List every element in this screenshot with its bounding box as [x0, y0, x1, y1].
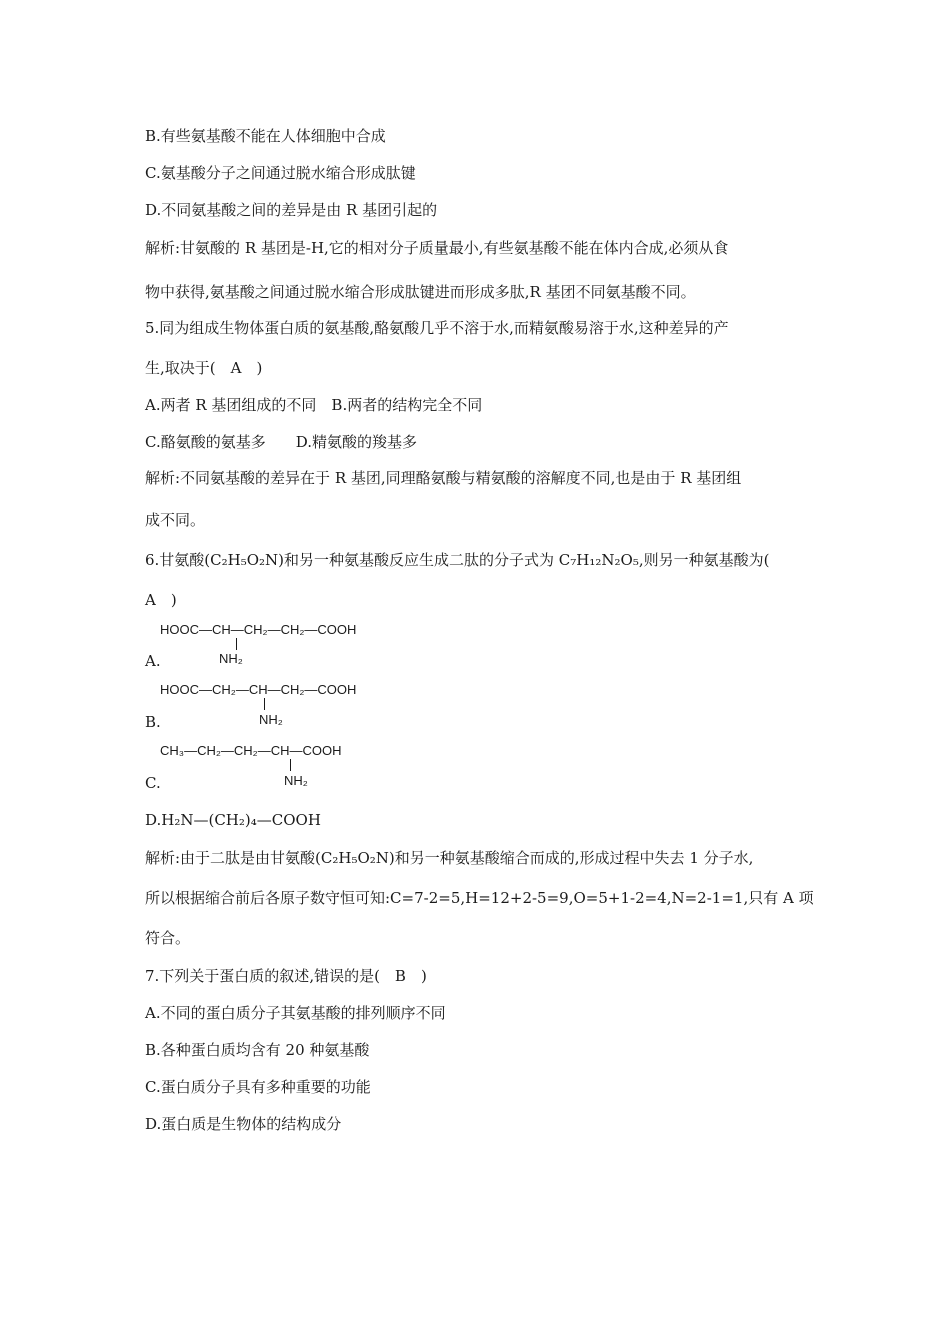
option-b-q7: B.各种蛋白质均含有 20 种氨基酸 — [145, 1041, 370, 1059]
formula-a-sub: NH₂ — [219, 651, 243, 666]
option-c-q7: C.蛋白质分子具有多种重要的功能 — [145, 1078, 371, 1096]
formula-b-bond — [264, 698, 265, 710]
explanation-q6-line1: 解析:由于二肽是由甘氨酸(C₂H₅O₂N)和另一种氨基酸缩合而成的,形成过程中失去 1 分子水, — [145, 849, 754, 867]
formula-b-sub: NH₂ — [259, 712, 283, 727]
option-c-q4: C.氨基酸分子之间通过脱水缩合形成肽键 — [145, 164, 416, 182]
question-7: 7.下列关于蛋白质的叙述,错误的是( B ) — [145, 967, 427, 985]
question-5-line1: 5.同为组成生物体蛋白质的氨基酸,酪氨酸几乎不溶于水,而精氨酸易溶于水,这种差异的产 — [145, 319, 729, 337]
formula-b-main: HOOC—CH₂—CH—CH₂—COOH — [160, 682, 357, 697]
option-c-q6: C. — [145, 774, 161, 792]
option-a-q6: A. — [145, 652, 161, 670]
option-a-q7: A.不同的蛋白质分子其氨基酸的排列顺序不同 — [145, 1004, 446, 1022]
explanation-q6-line3: 符合。 — [145, 929, 191, 947]
formula-a-bond — [236, 638, 237, 650]
options-q5-ab: A.两者 R 基团组成的不同 B.两者的结构完全不同 — [145, 396, 483, 414]
explanation-q4-line1: 解析:甘氨酸的 R 基团是-H,它的相对分子质量最小,有些氨基酸不能在体内合成,必须从食 — [145, 239, 729, 257]
formula-c-sub: NH₂ — [284, 773, 308, 788]
formula-c-main: CH₃—CH₂—CH₂—CH—COOH — [160, 743, 342, 758]
option-d-q7: D.蛋白质是生物体的结构成分 — [145, 1115, 342, 1133]
formula-a-main: HOOC—CH—CH₂—CH₂—COOH — [160, 622, 357, 637]
explanation-q5-line1: 解析:不同氨基酸的差异在于 R 基团,同理酪氨酸与精氨酸的溶解度不同,也是由于 R 基团组 — [145, 469, 742, 487]
option-b-q4: B.有些氨基酸不能在人体细胞中合成 — [145, 127, 386, 145]
explanation-q4-line2: 物中获得,氨基酸之间通过脱水缩合形成肽键进而形成多肽,R 基团不同氨基酸不同。 — [145, 283, 696, 301]
explanation-q5-line2: 成不同。 — [145, 511, 206, 529]
option-b-q6: B. — [145, 713, 161, 731]
question-6-line1: 6.甘氨酸(C₂H₅O₂N)和另一种氨基酸反应生成二肽的分子式为 C₇H₁₂N₂O₅,则另一种氨基酸为( — [145, 551, 770, 569]
question-5-line2: 生,取决于( A ) — [145, 359, 263, 377]
explanation-q6-line2: 所以根据缩合前后各原子数守恒可知:C=7-2=5,H=12+2-5=9,O=5+1-2=4,N=2-1=1,只有 A 项 — [145, 889, 814, 907]
options-q5-cd: C.酪氨酸的氨基多 D.精氨酸的羧基多 — [145, 433, 417, 451]
formula-c-bond — [290, 759, 291, 771]
question-6-line2: A ) — [145, 591, 177, 609]
option-d-q4: D.不同氨基酸之间的差异是由 R 基团引起的 — [145, 201, 438, 219]
option-d-q6: D.H₂N—(CH₂)₄—COOH — [145, 811, 321, 829]
